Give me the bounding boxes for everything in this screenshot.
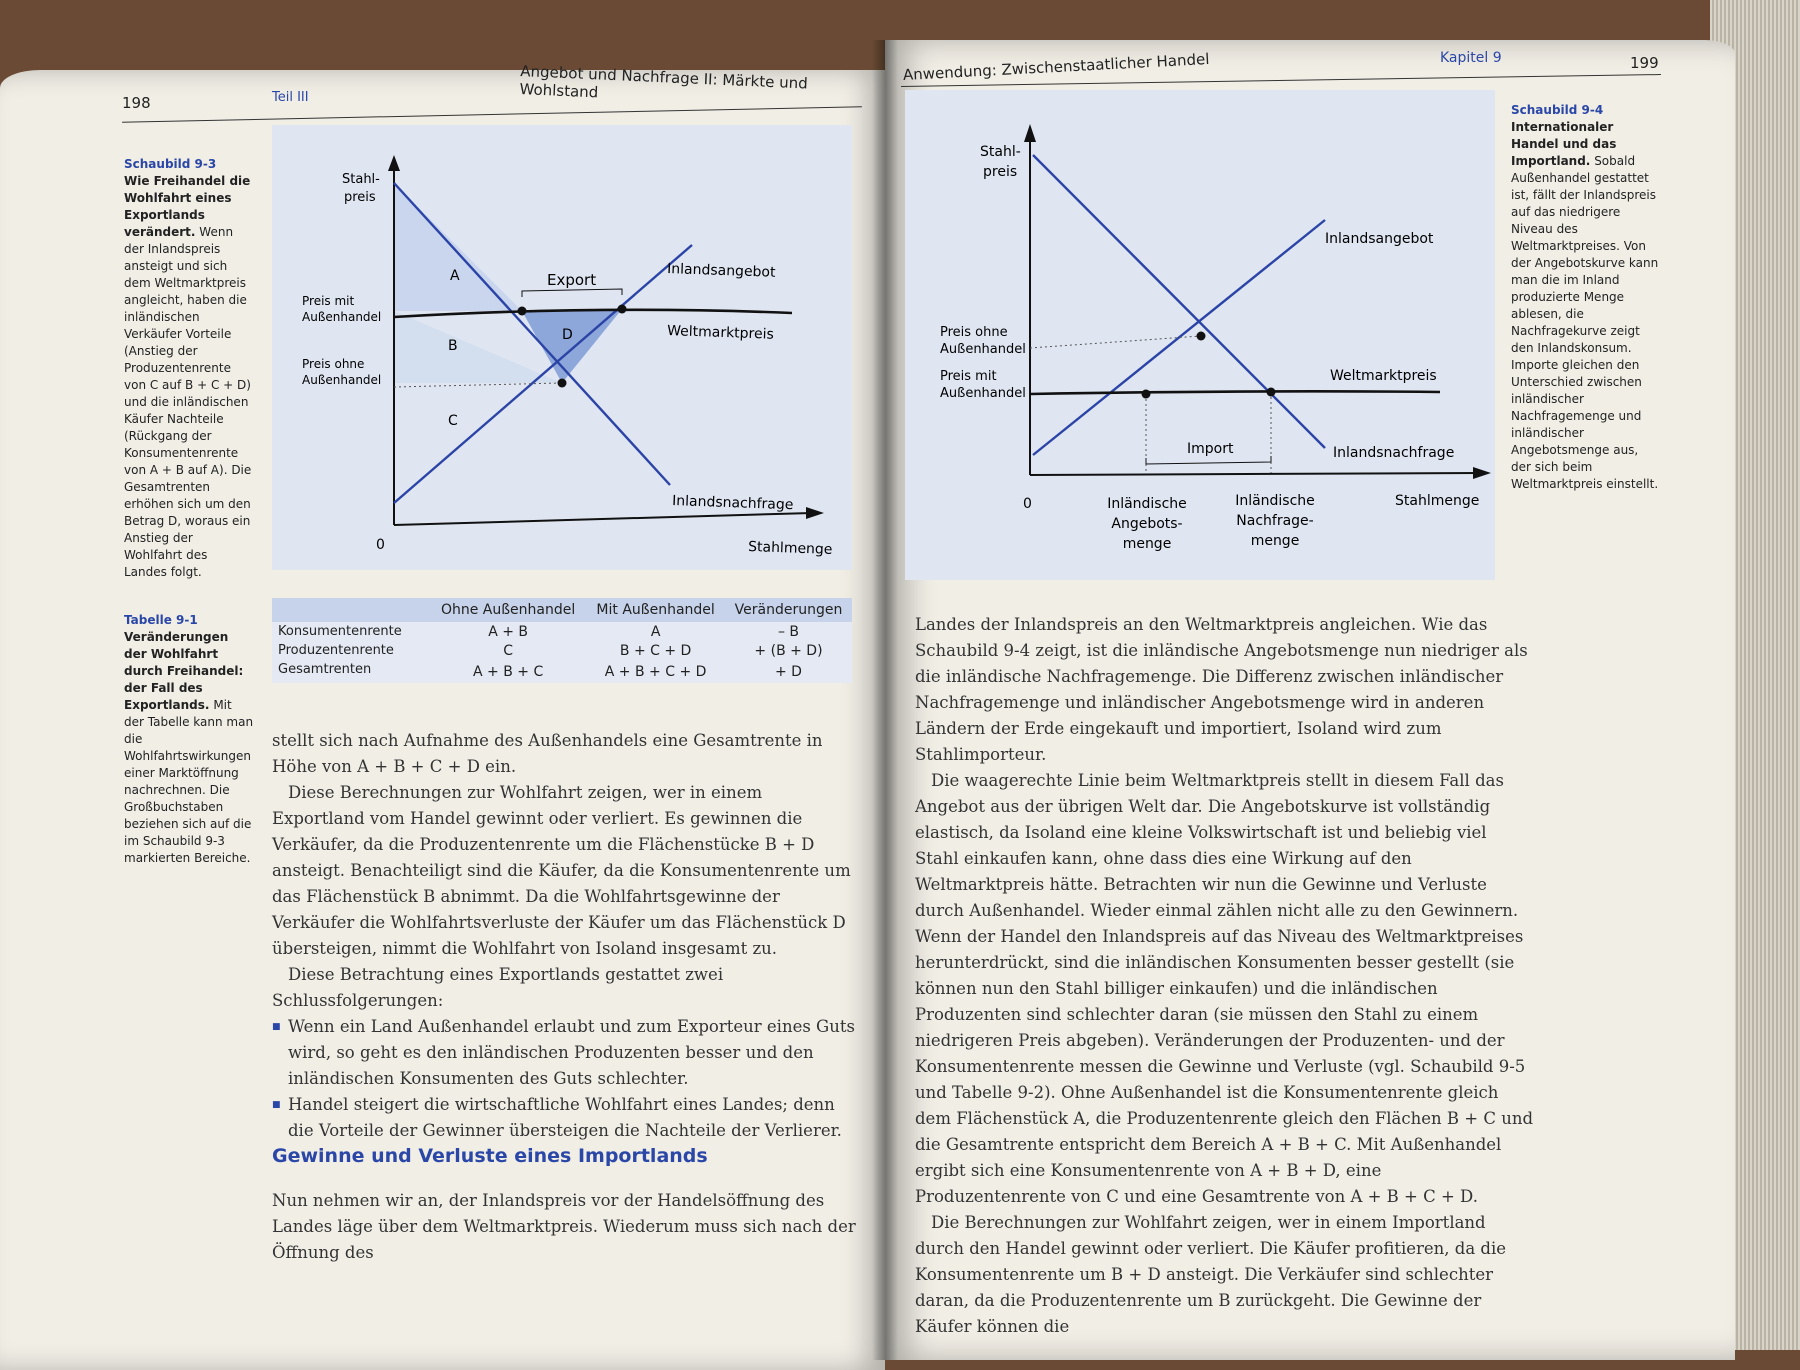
table-cell: + (B + D) (754, 642, 823, 659)
page-number-right: 199 (1630, 54, 1659, 72)
y-axis-label-2: preis (344, 190, 376, 205)
export-label: Export (547, 271, 597, 289)
table-header-cell: Ohne Außenhandel (440, 602, 576, 618)
no-trade-price-line (394, 383, 562, 387)
y-axis-arrow (1024, 124, 1036, 142)
table-cell: Gesamtrenten (278, 662, 372, 677)
price-without-trade-1: Preis ohne (302, 357, 365, 371)
chapter-label: Kapitel 9 (1440, 50, 1502, 66)
right-page (885, 40, 1735, 1360)
table-row (272, 660, 852, 683)
paragraph: Landes der Inlandspreis an den Weltmarktpreis angleichen. Wie das Schaubild 9-4 zeigt, ist die inländische Angebotsmenge nun niedriger als die inländische Nachfragemenge. Die Differenz zwischen inländischer Nachfragemenge und inländischer Angebotsmenge wird in anderen Ländern der Erde eingekauft und importiert, Isoland wird zum Stahlimporteur. (915, 615, 1528, 764)
supply-world-point (1142, 390, 1151, 399)
price-with-trade-1: Preis mit (940, 369, 997, 384)
demand-curve (1033, 155, 1325, 448)
table-cell: A + B (488, 623, 529, 640)
table-cell: C (503, 642, 513, 659)
paragraph: Diese Berechnungen zur Wohlfahrt zeigen, wer in einem Exportland vom Handel gewinnt oder verliert. Es gewinnen die Verkäufer, da die Produzentenrente um die Flächenstücke B + D ansteigt. Benachteiligt sind die Käufer, da die Konsumentenrente um das Flächenstück B abnimmt. Da die Wohlfahrtsgewinne der Verkäufer die Wohlfahrtsverluste der Käufer um das Flächenstück D übersteigen, nimmt die Wohlfahrt von Isoland insgesamt zu. (272, 783, 851, 958)
table-caption-id: Tabelle 9-1 (124, 613, 198, 627)
table-cell: A (650, 623, 661, 640)
header-rule-left (122, 106, 862, 122)
demand-world-point (518, 307, 527, 316)
table-row (272, 641, 852, 660)
table-cell: A + B + C + D (604, 663, 707, 680)
y-axis-label-1: Stahl- (980, 144, 1021, 160)
paragraph: stellt sich nach Aufnahme des Außenhandels eine Gesamtrente in Höhe von A + B + C + D ein. (272, 731, 823, 776)
table-cell: – B (777, 623, 800, 640)
export-bracket (522, 289, 622, 297)
figure-9-4-diagram (905, 90, 1495, 580)
price-without-trade-2: Außenhandel (940, 342, 1026, 357)
x-axis-label: Stahlmenge (1395, 493, 1480, 509)
table-header-cell (272, 598, 430, 622)
paragraph: Die Berechnungen zur Wohlfahrt zeigen, wer in einem Importland durch den Handel gewinnt oder verliert. Die Käufer profitieren, da die Konsumentenrente um B + D ansteigt. Die Verkäufer sind schlechter daran, da die Produzentenrente um B zurückgeht. Die Gewinne der Käufer können die (915, 1213, 1507, 1336)
x-axis-label: Stahlmenge (747, 539, 833, 558)
supply-qty-label-1: Inländische (1107, 496, 1187, 512)
supply-world-point (618, 305, 627, 314)
page-number-left: 198 (122, 94, 151, 112)
supply-curve (1033, 220, 1325, 455)
world-price-label: Weltmarktpreis (1330, 368, 1437, 384)
equilibrium-point (1197, 332, 1206, 341)
demand-qty-label-3: menge (1250, 533, 1300, 549)
demand-label: Inlandsnachfrage (671, 493, 794, 514)
demand-world-point (1267, 388, 1276, 397)
figure-caption-text: Wenn der Inlandspreis ansteigt und sich dem Weltmarktpreis angleicht, haben die inländischen Verkäufer Vorteile (Anstieg der Produzentenrente von C auf B + C + D) und die inländischen Käufer Nachteile (Rückgang der Konsumentenrente von A + B auf A). Die Gesamtrenten erhöhen sich um den Betrag D, woraus ein Anstieg der Wohlfahrt des Landes folgt. (124, 225, 252, 579)
area-a-label: A (450, 268, 460, 284)
left-body-text-2 (272, 1188, 860, 1266)
y-axis-arrow (388, 155, 400, 171)
table-cell: A + B + C (473, 663, 544, 680)
table-caption-9-1 (124, 612, 254, 867)
y-axis-label-2: preis (983, 164, 1018, 180)
figure-caption-bold: Internationaler Handel und das Importland. (1511, 120, 1617, 168)
figure-caption-text: Sobald Außenhandel gestattet ist, fällt der Inlandspreis auf das niedrigere Niveau des Weltmarktpreises. Von der Angebotskurve kann man die im Inland produzierte Menge ablesen, die Nachfragekurve zeigt den Inlandskonsum. Importe gleichen den Unterschied zwischen inländischer Nachfragemenge und inländischer Angebotsmenge aus, der sich beim Weltmarktpreis einstellt. (1511, 154, 1659, 491)
bullet-item: ■ Handel steigert die wirtschaftliche Wohlfahrt eines Landes; denn die Vorteile der Gewinner übersteigen die Nachteile der Verlierer. (272, 1092, 860, 1144)
import-label: Import (1187, 441, 1234, 457)
area-d-label: D (562, 327, 573, 343)
paragraph: Nun nehmen wir an, der Inlandspreis vor der Handelsöffnung des Landes läge über dem Weltmarktpreis. Wiederum muss sich nach der Öffnung des (272, 1191, 856, 1262)
supply-qty-label-2: Angebots- (1111, 516, 1183, 532)
price-without-trade-2: Außenhandel (302, 373, 382, 387)
import-bracket (1146, 456, 1271, 464)
area-c-label: C (448, 413, 458, 429)
figure-9-3 (272, 125, 852, 570)
figure-caption-id: Schaubild 9-4 (1511, 103, 1604, 117)
x-axis (1030, 473, 1480, 475)
figure-9-4 (905, 90, 1495, 580)
paragraph: Die waagerechte Linie beim Weltmarktpreis stellt in diesem Fall das Angebot aus der übrigen Welt dar. Die Angebotskurve ist vollständig elastisch, da Isoland eine kleine Volkswirtschaft ist und beliebig viel Stahl einkaufen kann, ohne dass dies eine Wirkung auf den Weltmarktpreis hätte. Betrachten wir nun die Gewinne und Verluste durch Außenhandel. Wieder einmal zählen nicht alle zu den Gewinnern. Wenn der Handel den Inlandspreis auf das Niveau des Weltmarktpreises herunterdrückt, sind die inländischen Konsumenten besser gestellt (sie können nun den Stahl billiger einkaufen) und die inländischen Produzenten sind schlechter daran (sie müssen den Stahl zu einem niedrigeren Preis abgeben). Veränderungen der Produzenten- und der Konsumentenrente messen die Gewinne und Verluste (vgl. Schaubild 9-5 und Tabelle 9-2). Ohne Außenhandel ist die Konsumentenrente gleich dem Flächenstück A, die Produzentenrente gleich den Flächen B + C und die Gesamtrente entspricht dem Bereich A + B + C. Mit Außenhandel ergibt sich eine Konsumentenrente von A + B + D, eine Produzentenrente von C und eine Gesamtrente von A + B + C + D. (915, 771, 1534, 1206)
no-trade-price-line (1030, 336, 1201, 348)
table-cell: Produzentenrente (278, 643, 394, 658)
y-axis-label-1: Stahl- (342, 172, 380, 187)
figure-caption-9-3 (124, 156, 254, 581)
demand-label: Inlandsnachfrage (1333, 445, 1455, 461)
area-b-label: B (448, 338, 458, 354)
running-title-right: Anwendung: Zwischenstaatlicher Handel (902, 49, 1210, 84)
left-page (0, 62, 885, 1370)
table-cell: Konsumentenrente (278, 624, 402, 639)
left-body-text (272, 728, 860, 1144)
supply-qty-label-3: menge (1122, 536, 1172, 552)
world-price-label: Weltmarktpreis (666, 323, 775, 343)
table-row (272, 622, 852, 641)
table-caption-bold: Veränderungen der Wohlfahrt durch Freihandel: der Fall des Exportlands. (124, 630, 244, 712)
world-price-line (1030, 391, 1440, 394)
demand-qty-label-2: Nachfrage- (1236, 513, 1314, 529)
figure-caption-bold: Wie Freihandel die Wohlfahrt eines Exportlands verändert. (124, 174, 251, 239)
table-caption-text: Mit der Tabelle kann man die Wohlfahrtswirkungen einer Marktöffnung nachrechnen. Die Großbuchstaben beziehen sich auf die im Schaubild 9-3 markierten Bereiche. (124, 698, 254, 865)
table-cell: B + C + D (619, 642, 692, 659)
equilibrium-point (558, 379, 567, 388)
demand-qty-label-1: Inländische (1235, 493, 1315, 509)
supply-label: Inlandsangebot (1325, 231, 1434, 247)
supply-label: Inlandsangebot (666, 261, 776, 281)
bullet-item: ■ Wenn ein Land Außenhandel erlaubt und zum Exporteur eines Guts wird, so geht es den inländischen Produzenten besser und den inländischen Konsumenten des Guts schlechter. (272, 1014, 860, 1092)
figure-9-3-diagram (272, 125, 852, 570)
part-label: Teil III (272, 90, 309, 105)
price-without-trade-1: Preis ohne (940, 325, 1008, 340)
table-header-cell: Mit Außenhandel (596, 602, 715, 618)
table-cell: + D (775, 663, 802, 680)
price-with-trade-1: Preis mit (302, 294, 355, 308)
price-with-trade-2: Außenhandel (302, 310, 382, 324)
running-title-left: Angebot und Nachfrage II: Märkte und Wohlstand (519, 62, 809, 102)
table-header-row (272, 598, 852, 622)
table-9-1 (272, 598, 852, 683)
figure-caption-9-4 (1511, 102, 1661, 493)
figure-caption-id: Schaubild 9-3 (124, 157, 217, 171)
table-header-cell: Veränderungen (734, 602, 843, 618)
paragraph: Diese Betrachtung eines Exportlands gestattet zwei Schlussfolgerungen: (272, 965, 724, 1010)
x-axis (394, 513, 812, 525)
origin-label: 0 (1023, 496, 1032, 512)
x-axis-arrow (806, 507, 824, 519)
x-axis-arrow (1473, 467, 1491, 479)
book-gutter (872, 40, 898, 1360)
right-body-text (915, 612, 1535, 1340)
price-with-trade-2: Außenhandel (940, 386, 1026, 401)
section-title: Gewinne und Verluste eines Importlands (272, 1145, 708, 1167)
origin-label: 0 (376, 537, 385, 553)
area-a-fill (394, 183, 522, 311)
